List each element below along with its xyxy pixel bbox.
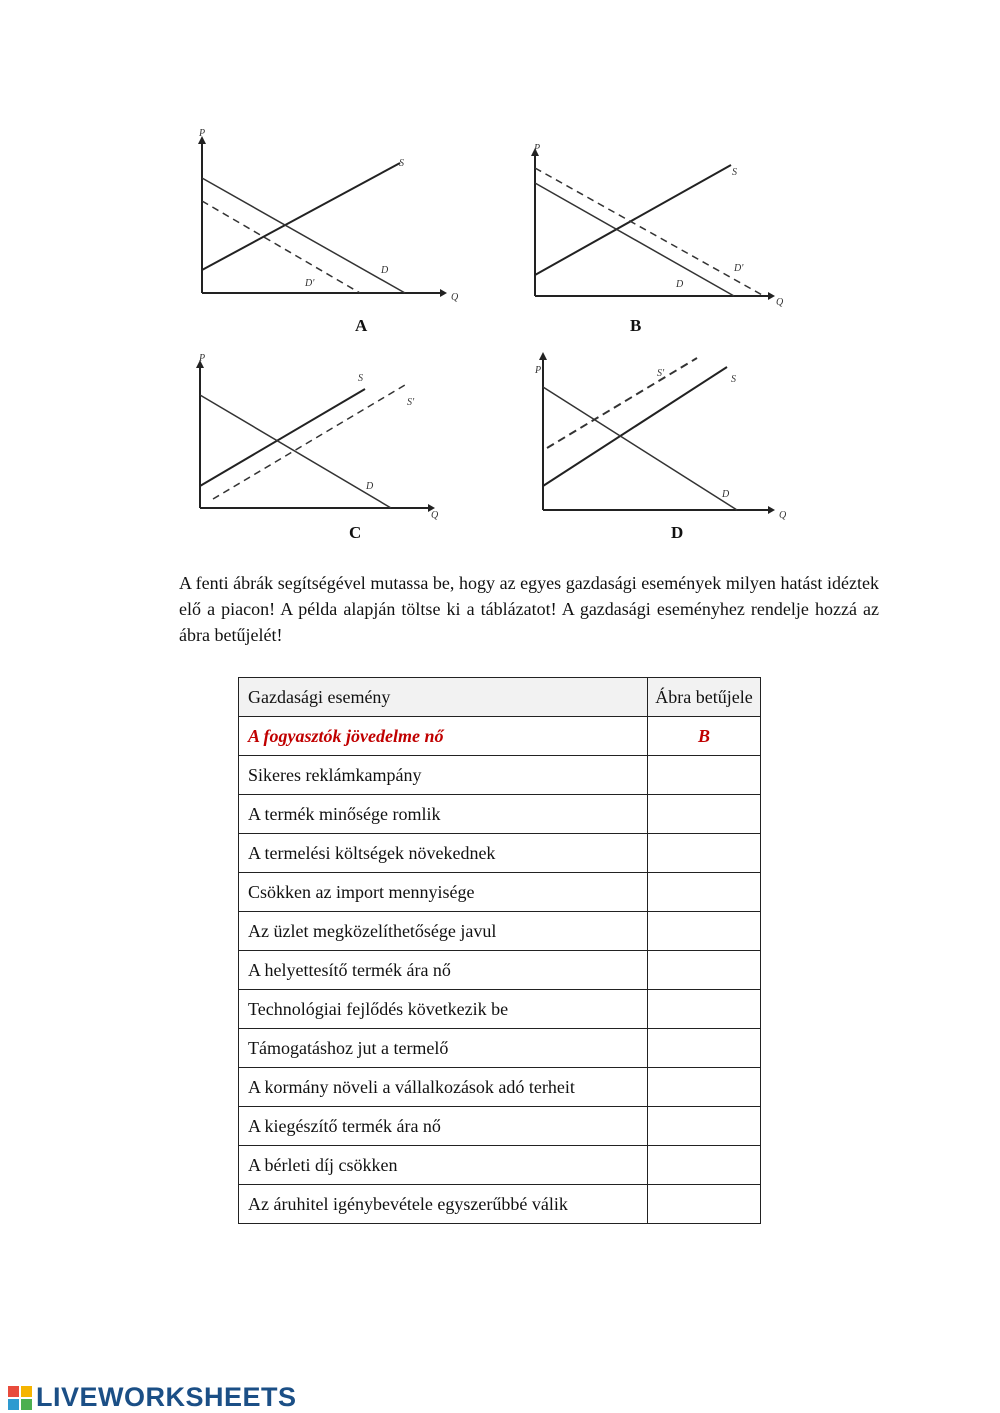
supply-line [535,165,731,275]
liveworksheets-brand: LIVEWORKSHEETS [36,1382,297,1412]
event-cell: Sikeres reklámkampány [239,756,648,795]
event-cell: A helyettesítő termék ára nő [239,951,648,990]
event-cell: A termék minősége romlik [239,795,648,834]
header-event: Gazdasági esemény [239,678,648,717]
demand-line [200,395,391,508]
demand-label: D [722,489,730,500]
table-row [239,1068,761,1107]
events-table [238,677,761,1224]
diagram-a [195,128,470,335]
example-event: A fogyasztók jövedelme nő [239,717,648,756]
table-row [239,1146,761,1185]
diagram-d-letter: D [671,523,684,542]
table-header-row [239,678,761,717]
event-cell: Technológiai fejlődés következik be [239,990,648,1029]
answer-input-cell[interactable] [648,990,761,1029]
event-cell: A kiegészítő termék ára nő [239,1107,648,1146]
event-cell: Csökken az import mennyisége [239,873,648,912]
header-letter: Ábra betűjele [648,678,761,717]
example-answer: B [648,717,761,756]
diagram-c [193,353,468,542]
demand-shifted-line [202,201,360,293]
supply-line [543,367,727,486]
liveworksheets-footer[interactable] [8,1382,297,1413]
p-axis-label: P [535,365,542,376]
answer-input-cell[interactable] [648,951,761,990]
p-axis-label: P [199,353,206,364]
q-axis-label: Q [779,510,787,521]
table-row [239,756,761,795]
q-axis-label: Q [431,510,439,521]
demand-shift-label: D' [305,278,315,289]
answer-input-cell[interactable] [648,756,761,795]
supply-shift-label: S' [657,368,665,379]
demand-line [202,178,405,293]
q-axis-label: Q [776,297,784,308]
p-axis-label: P [199,128,206,139]
supply-label: S [732,167,737,178]
supply-label: S [399,158,404,169]
answer-input-cell[interactable] [648,834,761,873]
table-row [239,795,761,834]
demand-label: D [676,279,684,290]
table-row [239,834,761,873]
diagram-c-graph [193,353,468,523]
diagram-a-graph [195,128,470,308]
instructions-text: A fenti ábrák segítségével mutassa be, hogy az egyes gazdasági események milyen hatást idéztek elő a piacon! A példa alapján töltse ki a táblázatot! A gazdasági eseményhez rendelje hozzá az ábra betűjelét! [179,573,879,645]
answer-input-cell[interactable] [648,1107,761,1146]
answer-input-cell[interactable] [648,1029,761,1068]
diagram-d-graph [535,353,810,523]
supply-label: S [358,373,363,384]
table-row [239,873,761,912]
table-row [239,1029,761,1068]
demand-shift-label: D' [734,263,744,274]
answer-input-cell[interactable] [648,795,761,834]
table-row [239,951,761,990]
demand-shifted-line [535,168,764,296]
event-cell: Az áruhitel igénybevétele egyszerűbbé válik [239,1185,648,1224]
table-row [239,912,761,951]
diagram-d [535,353,810,542]
supply-line [202,163,400,270]
q-axis-label: Q [451,292,459,303]
event-cell: A kormány növeli a vállalkozások adó terheit [239,1068,648,1107]
event-cell: Az üzlet megközelíthetősége javul [239,912,648,951]
diagram-b [528,143,803,335]
event-cell: Támogatáshoz jut a termelő [239,1029,648,1068]
supply-line [200,389,365,486]
diagram-c-letter: C [349,523,362,542]
answer-input-cell[interactable] [648,912,761,951]
diagram-a-letter: A [355,316,368,335]
liveworksheets-logo-icon [8,1386,32,1410]
diagram-b-letter: B [630,316,642,335]
event-cell: A bérleti díj csökken [239,1146,648,1185]
answer-input-cell[interactable] [648,873,761,912]
supply-shifted-line [213,385,405,499]
p-axis-label: P [534,143,541,154]
demand-line [535,183,734,296]
supply-shift-label: S' [407,397,415,408]
table-row [239,1185,761,1224]
answer-input-cell[interactable] [648,1146,761,1185]
table-row [239,1107,761,1146]
answer-input-cell[interactable] [648,1185,761,1224]
demand-label: D [381,265,389,276]
demand-label: D [366,481,374,492]
supply-label: S [731,374,736,385]
demand-line [543,387,737,510]
diagram-b-graph [528,143,803,313]
answer-input-cell[interactable] [648,1068,761,1107]
table-row [239,990,761,1029]
example-row [239,717,761,756]
event-cell: A termelési költségek növekednek [239,834,648,873]
